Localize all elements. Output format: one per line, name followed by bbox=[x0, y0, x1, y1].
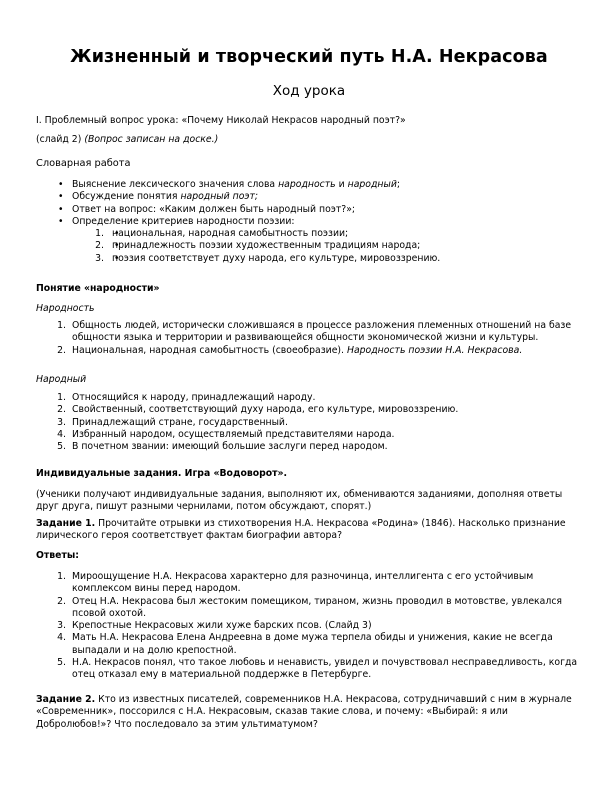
list-item: 4. Мать Н.А. Некрасова Елена Андреевна в доме мужа терпела обиды и унижения, какие не всегда выпадали и на долю крепостной. bbox=[57, 632, 553, 656]
list-item: 1. Общность людей, исторически сложившаяся в процессе разложения племенных отношений на базе общности языка и территории и развивающейся общности экономической жизни и культуры. bbox=[57, 320, 572, 344]
document-subtitle: Ход урока bbox=[272, 83, 346, 99]
vocab-list bbox=[36, 179, 582, 265]
answers-heading: Ответы: bbox=[36, 550, 79, 561]
task-1 bbox=[36, 518, 582, 543]
list-item: • 1. национальная, народная самобытность поэзии; bbox=[92, 228, 582, 240]
list-item: 1. Мироощущение Н.А. Некрасова характерно для разночинца, интеллигента с его устойчивым комплексом вины перед народом. bbox=[57, 571, 534, 595]
list-item: • 2. принадлежность поэзии художественным традициям народа; bbox=[92, 240, 582, 252]
list-item: • Выяснение лексического значения слова народность и народный; bbox=[36, 179, 582, 191]
criteria-list bbox=[92, 228, 582, 265]
slide-note-prefix: (слайд 2) bbox=[36, 134, 85, 145]
list-item: 2. Национальная, народная самобытность (своеобразие). Народность поэзии Н.А. Некрасова. bbox=[57, 344, 523, 356]
list-item: 2. Отец Н.А. Некрасова был жестоким помещиком, тираном, жизнь проводил в мотовстве, увлекался псовой охотой. bbox=[57, 595, 563, 619]
tasks-heading: Индивидуальные задания. Игра «Водоворот». bbox=[36, 468, 288, 479]
narodny-list bbox=[36, 392, 582, 453]
list-item: 3. Принадлежащий стране, государственный. bbox=[57, 416, 288, 428]
vocab-heading: Словарная работа bbox=[36, 158, 131, 169]
task-1-text: Прочитайте отрывки из стихотворения Н.А. Некрасова «Родина» (1846). Насколько признание лирического героя соответствует фактам биографии автора? bbox=[36, 518, 566, 542]
task-1-label: Задание 1. bbox=[36, 518, 96, 529]
list-item: 5. В почетном звании: имеющий большие заслуги перед народом. bbox=[57, 441, 388, 453]
document-title: Жизненный и творческий путь Н.А. Некрасова bbox=[70, 47, 548, 67]
task-2 bbox=[36, 694, 582, 731]
slide-note bbox=[36, 134, 582, 146]
list-item: • Ответ на вопрос: «Каким должен быть народный поэт?»; bbox=[36, 204, 582, 216]
concept-heading: Понятие «народности» bbox=[36, 283, 160, 294]
list-item: • Определение критериев народности поэзии: • 1. национальная, народная самобытность поэзии; • 2. принадлежность поэзии художественным традициям народа; • 3. поэзия соответствует духу народа, его культуре, мировоззрению. bbox=[36, 216, 582, 265]
list-item: • Обсуждение понятия народный поэт; bbox=[36, 191, 582, 203]
answers-list bbox=[36, 571, 582, 682]
task-2-text: Кто из известных писателей, современников Н.А. Некрасова, сотрудничавший с ним в журнале «Современник», поссорился с Н.А. Некрасовым, сказав такие слова, и почему: «Выбирай: я или Добролюбов!»? Что последовало за этим ультиматумом? bbox=[36, 694, 572, 730]
problem-question: I. Проблемный вопрос урока: «Почему Николай Некрасов народный поэт?» bbox=[36, 115, 406, 126]
list-item: 2. Свойственный, соответствующий духу народа, его культуре, мировоззрению. bbox=[57, 404, 459, 416]
list-item: 5. Н.А. Некрасов понял, что такое любовь и ненависть, увидел и почувствовал несправедливость, когда отец отказал ему в материальной поддержке в Петербурге. bbox=[57, 657, 578, 681]
list-item: 1. Относящийся к народу, принадлежащий народу. bbox=[57, 392, 316, 403]
narodny-label: Народный bbox=[36, 374, 87, 385]
task-2-label: Задание 2. bbox=[36, 694, 96, 705]
list-item: 3. Крепостные Некрасовых жили хуже барских псов. (Слайд 3) bbox=[57, 620, 372, 632]
tasks-note: (Ученики получают индивидуальные задания, выполняют их, обмениваются заданиями, дополняя ответы друг друга, пишут разными чернилами, потом обсуждают, спорят.) bbox=[36, 489, 563, 513]
narodnost-label: Народность bbox=[36, 303, 95, 314]
list-item: • 3. поэзия соответствует духу народа, его культуре, мировоззрению. bbox=[92, 253, 582, 265]
slide-note-italic: (Вопрос записан на доске.) bbox=[84, 134, 219, 145]
list-item: 4. Избранный народом, осуществляемый представителями народа. bbox=[57, 428, 395, 440]
narodnost-list bbox=[36, 320, 582, 357]
